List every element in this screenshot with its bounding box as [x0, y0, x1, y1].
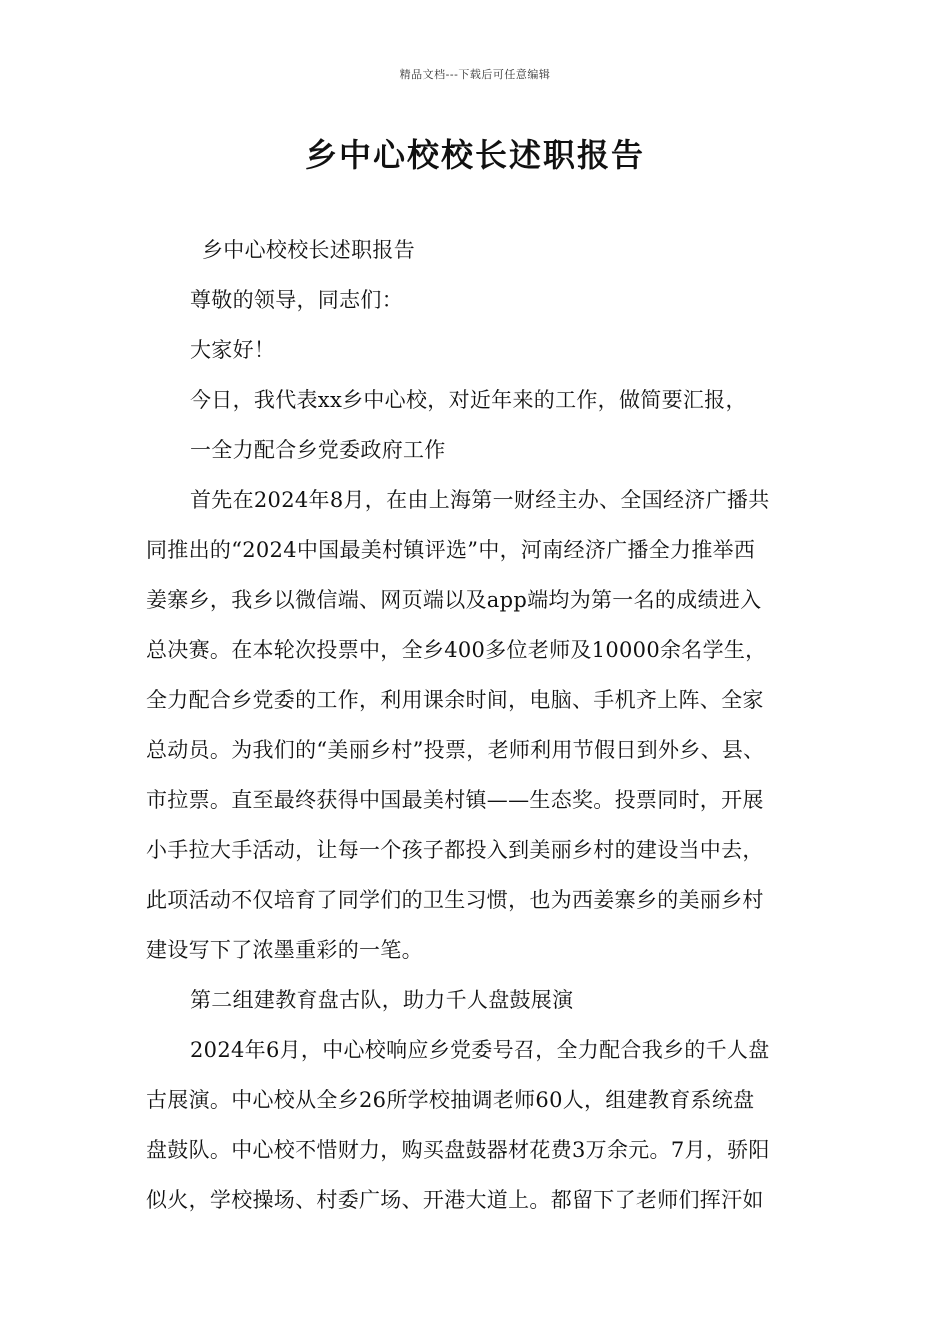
paragraph-line: 古展演。中心校从全乡26所学校抽调老师60人，组建教育系统盘: [146, 1088, 755, 1112]
paragraph-line: 首先在2024年8月，在由上海第一财经主办、全国经济广播共: [190, 488, 770, 512]
paragraph: [146, 430, 810, 480]
paragraph-line: 2024年6月，中心校响应乡党委号召，全力配合我乡的千人盘: [190, 1038, 770, 1062]
paragraph: [146, 1030, 810, 1230]
paragraph-line: 此项活动不仅培育了同学们的卫生习惯，也为西姜寨乡的美丽乡村: [146, 888, 764, 912]
paragraph-line: 尊敬的领导，同志们：: [190, 288, 403, 312]
paragraph-line: 今日，我代表xx乡中心校，对近年来的工作，做简要汇报，: [190, 388, 747, 412]
paragraph: [146, 230, 810, 280]
paragraph-line: 总动员。为我们的“美丽乡村”投票，老师利用节假日到外乡、县、: [146, 738, 765, 762]
paragraph-line: 乡中心校校长述职报告: [202, 238, 415, 262]
paragraph-line: 同推出的“2024中国最美村镇评选”中，河南经济广播全力推举西: [146, 538, 756, 562]
document-title: 乡中心校校长述职报告: [304, 136, 645, 174]
paragraph: [146, 330, 810, 380]
paragraph-line: 盘鼓队。中心校不惜财力，购买盘鼓器材花费3万余元。7月，骄阳: [146, 1138, 770, 1162]
paragraph-line: 总决赛。在本轮次投票中，全乡400多位老师及10000余名学生，: [146, 638, 767, 662]
document-body: [146, 230, 810, 1230]
paragraph-line: 市拉票。直至最终获得中国最美村镇——生态奖。投票同时，开展: [146, 788, 764, 812]
paragraph-line: 似火，学校操场、村委广场、开港大道上。都留下了老师们挥汗如: [146, 1188, 764, 1212]
paragraph-line: 小手拉大手活动，让每一个孩子都投入到美丽乡村的建设当中去，: [146, 838, 764, 862]
paragraph-line: 建设写下了浓墨重彩的一笔。: [146, 938, 423, 962]
paragraph-line: 全力配合乡党委的工作，利用课余时间，电脑、手机齐上阵、全家: [146, 688, 764, 712]
paragraph: [146, 480, 810, 980]
paragraph: [146, 280, 810, 330]
paragraph-line: 第二组建教育盘古队，助力千人盘鼓展演: [190, 988, 574, 1012]
paragraph-line: 大家好！: [190, 338, 276, 362]
paragraph: [146, 980, 810, 1030]
paragraph-line: 姜寨乡，我乡以微信端、网页端以及app端均为第一名的成绩进入: [146, 588, 762, 612]
header-note: 精品文档---下载后可任意编辑: [399, 68, 551, 81]
paragraph-line: 一全力配合乡党委政府工作: [190, 438, 446, 462]
paragraph: [146, 380, 810, 430]
